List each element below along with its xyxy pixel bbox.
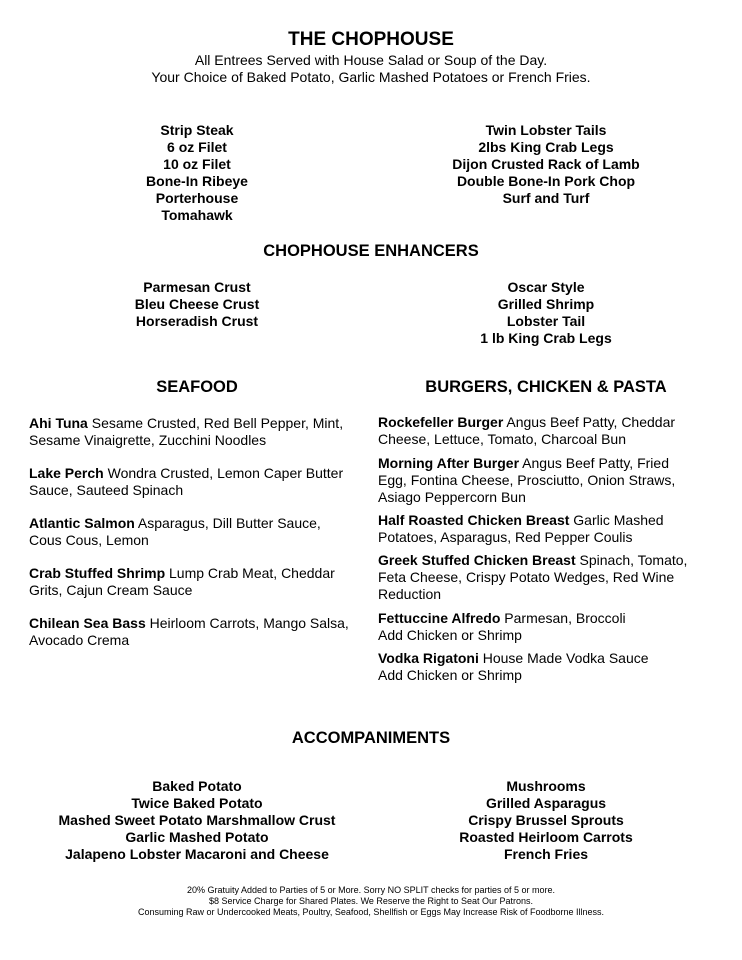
dish-name: Chilean Sea Bass	[29, 615, 146, 631]
dish-name: Greek Stuffed Chicken Breast	[378, 552, 576, 568]
dish-desc: Potatoes, Asparagus, Red Pepper Coulis	[378, 529, 633, 545]
dish-desc: Angus Beef Patty, Fried	[519, 455, 669, 471]
burgers-item-fettuccine-alfredo	[378, 610, 626, 644]
list-item: Lobster Tail	[506, 313, 586, 329]
accompaniments-left-list	[37, 778, 357, 863]
list-item: Dijon Crusted Rack of Lamb	[452, 156, 640, 172]
list-item: Garlic Mashed Potato	[125, 829, 269, 845]
dish-desc: Reduction	[378, 586, 442, 602]
burgers-item-greek-stuffed-chicken	[378, 552, 687, 603]
list-item: Jalapeno Lobster Macaroni and Cheese	[65, 846, 329, 862]
dish-desc: Sesame Crusted, Red Bell Pepper, Mint,	[87, 415, 344, 431]
dish-name: Morning After Burger	[378, 455, 520, 471]
enhancers-right-list	[426, 279, 666, 347]
chophouse-left-list	[97, 122, 297, 224]
dish-desc: Parmesan, Broccoli	[500, 610, 626, 626]
dish-desc: Add Chicken or Shrimp	[378, 627, 522, 643]
dish-name: Half Roasted Chicken Breast	[378, 512, 570, 528]
accompaniments-heading: ACCOMPANIMENTS	[291, 729, 451, 747]
seafood-item-chilean-sea-bass	[29, 615, 349, 649]
list-item: 10 oz Filet	[163, 156, 231, 172]
list-item: Grilled Shrimp	[497, 296, 595, 312]
dish-name: Atlantic Salmon	[29, 515, 135, 531]
list-item: Oscar Style	[507, 279, 585, 295]
list-item: Strip Steak	[160, 122, 234, 138]
burgers-item-morning-after	[378, 455, 675, 506]
accompaniments-right-list	[426, 778, 666, 863]
list-item: Porterhouse	[155, 190, 239, 206]
enhancers-heading: CHOPHOUSE ENHANCERS	[263, 242, 479, 260]
dish-name: Crab Stuffed Shrimp	[29, 565, 166, 581]
dish-desc: Egg, Fontina Cheese, Prosciutto, Onion Straws,	[378, 472, 676, 488]
footer-line-2: $8 Service Charge for Shared Plates. We Reserve the Right to Seat Our Patrons.	[209, 896, 533, 906]
footer-line-1: 20% Gratuity Added to Parties of 5 or More. Sorry NO SPLIT checks for parties of 5 or more.	[187, 885, 555, 895]
dish-desc: Sesame Vinaigrette, Zucchini Noodles	[29, 432, 267, 448]
seafood-item-lake-perch	[29, 465, 343, 499]
dish-desc: Cous Cous, Lemon	[29, 532, 149, 548]
list-item: Mashed Sweet Potato Marshmallow Crust	[58, 812, 336, 828]
burgers-item-rockefeller	[378, 414, 675, 448]
dish-desc: Angus Beef Patty, Cheddar	[503, 414, 676, 430]
dish-name: Ahi Tuna	[29, 415, 88, 431]
dish-name: Lake Perch	[29, 465, 104, 481]
subtitle-line-1: All Entrees Served with House Salad or Soup of the Day.	[194, 52, 548, 68]
dish-name: Rockefeller Burger	[378, 414, 504, 430]
dish-desc: Wondra Crusted, Lemon Caper Butter	[103, 465, 344, 481]
subtitle-line-2: Your Choice of Baked Potato, Garlic Mashed Potatoes or French Fries.	[151, 69, 591, 85]
footer-line-3: Consuming Raw or Undercooked Meats, Poultry, Seafood, Shellfish or Eggs May Increase Risk of Foodborne Illness.	[137, 907, 605, 917]
dish-desc: Garlic Mashed	[569, 512, 664, 528]
dish-desc: Heirloom Carrots, Mango Salsa,	[145, 615, 349, 631]
list-item: Horseradish Crust	[135, 313, 259, 329]
dish-desc: Avocado Crema	[29, 632, 130, 648]
dish-name: Fettuccine Alfredo	[378, 610, 501, 626]
seafood-item-ahi-tuna	[29, 415, 343, 449]
list-item: Grilled Asparagus	[485, 795, 607, 811]
dish-desc: Lump Crab Meat, Cheddar	[165, 565, 335, 581]
list-item: Double Bone-In Pork Chop	[456, 173, 636, 189]
dish-desc: Add Chicken or Shrimp	[378, 667, 522, 683]
burgers-item-vodka-rigatoni	[378, 650, 649, 684]
dish-desc: Spinach, Tomato,	[575, 552, 688, 568]
dish-desc: House Made Vodka Sauce	[478, 650, 649, 666]
list-item: 1 lb King Crab Legs	[480, 330, 612, 346]
dish-desc: Grits, Cajun Cream Sauce	[29, 582, 193, 598]
list-item: Surf and Turf	[502, 190, 590, 206]
list-item: Parmesan Crust	[143, 279, 251, 295]
dish-name: Vodka Rigatoni	[378, 650, 479, 666]
dish-desc: Feta Cheese, Crispy Potato Wedges, Red Wine	[378, 569, 675, 585]
chophouse-right-list	[426, 122, 666, 207]
list-item: Mushrooms	[506, 778, 586, 794]
dish-desc: Cheese, Lettuce, Tomato, Charcoal Bun	[378, 431, 627, 447]
seafood-item-atlantic-salmon	[29, 515, 321, 549]
page-title: THE CHOPHOUSE	[288, 29, 454, 50]
list-item: Twin Lobster Tails	[485, 122, 607, 138]
list-item: Baked Potato	[152, 778, 242, 794]
list-item: Roasted Heirloom Carrots	[459, 829, 633, 845]
seafood-heading: SEAFOOD	[156, 378, 238, 396]
list-item: Twice Baked Potato	[131, 795, 263, 811]
dish-desc: Sauce, Sauteed Spinach	[29, 482, 184, 498]
dish-desc: Asiago Peppercorn Bun	[378, 489, 526, 505]
list-item: Crispy Brussel Sprouts	[468, 812, 624, 828]
dish-desc: Asparagus, Dill Butter Sauce,	[134, 515, 321, 531]
list-item: Tomahawk	[161, 207, 233, 223]
list-item: 6 oz Filet	[167, 139, 227, 155]
seafood-item-crab-stuffed-shrimp	[29, 565, 335, 599]
list-item: Bleu Cheese Crust	[134, 296, 260, 312]
list-item: French Fries	[503, 846, 589, 862]
list-item: 2lbs King Crab Legs	[478, 139, 614, 155]
list-item: Bone-In Ribeye	[146, 173, 248, 189]
enhancers-left-list	[97, 279, 297, 330]
burgers-heading: BURGERS, CHICKEN & PASTA	[425, 378, 667, 396]
burgers-item-half-roasted-chicken	[378, 512, 664, 546]
